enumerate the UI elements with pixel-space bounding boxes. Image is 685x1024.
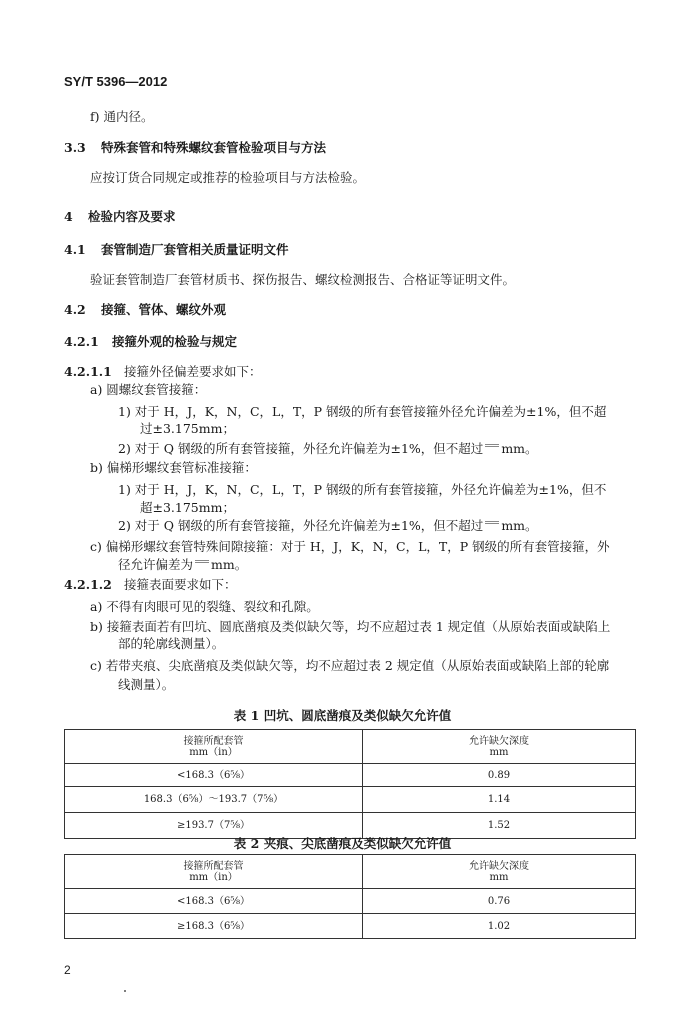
table1-cell-size: ≥193.7（7⅝）: [65, 813, 363, 839]
surface-item-a: a) 不得有肉眼可见的裂缝、裂纹和孔隙。: [90, 599, 319, 614]
item-b2-unit: mm。: [501, 518, 538, 533]
item-a2-unit: mm。: [501, 441, 538, 456]
surface-item-b-line2: 部的轮廓线测量）。: [118, 636, 225, 651]
table2-cell-depth: 1.02: [363, 914, 636, 939]
item-a2: [118, 441, 538, 457]
scan-speck: [124, 990, 126, 992]
section-3-3-body: 应按订货合同规定或推荐的检验项目与方法检验。: [90, 170, 366, 185]
section-4-2-1-2-text: 接箍表面要求如下：: [124, 577, 237, 592]
fraction-illegible: [485, 521, 499, 533]
table2-col-size-label: 接箍所配套管: [183, 860, 244, 872]
section-4-2-1-1-number: 4.2.1.1: [64, 364, 112, 379]
table1-col-size-unit: mm（in）: [189, 746, 238, 758]
table1-cell-depth: 0.89: [363, 764, 636, 787]
table1-col-size-label: 接箍所配套管: [183, 735, 244, 747]
table2: [64, 854, 636, 939]
section-4-1-title: 套管制造厂套管相关质量证明文件: [101, 242, 289, 257]
table1-col-size-header: [65, 730, 363, 764]
table1: [64, 729, 636, 839]
item-a1-line1: 1) 对于 H，J，K，N，C，L，T，P 钢级的所有套管接箍外径允许偏差为±1%，但不超: [118, 404, 607, 419]
item-b2: [118, 518, 538, 534]
section-4-2-1-1-text: 接箍外径偏差要求如下：: [124, 364, 262, 379]
section-4-1-body: 验证套管制造厂套管材质书、探伤报告、螺纹检测报告、合格证等证明文件。: [90, 272, 516, 287]
table1-caption: 表 1 凹坑、圆底凿痕及类似缺欠允许值: [233, 708, 452, 723]
section-4-2-number: 4.2: [64, 302, 86, 317]
item-a1-line2: 过±3.175mm；: [140, 421, 235, 436]
table-row: [65, 764, 636, 787]
table2-col-depth-unit: mm: [489, 871, 509, 883]
table1-cell-depth: 1.52: [363, 813, 636, 839]
item-c-line2: [118, 557, 247, 573]
section-4-2-title: 接箍、管体、螺纹外观: [101, 302, 227, 317]
table2-cell-size: <168.3（6⅝）: [65, 889, 363, 914]
section-4-2-1-2-number: 4.2.1.2: [64, 577, 112, 592]
fraction-illegible: [485, 444, 499, 456]
table2-col-size-header: [65, 855, 363, 889]
table-row: [65, 889, 636, 914]
section-4-2-1-number: 4.2.1: [64, 334, 99, 349]
page-number: 2: [64, 963, 71, 977]
table2-col-depth-label: 允许缺欠深度: [469, 860, 529, 872]
table1-cell-size: <168.3（6⅝）: [65, 764, 363, 787]
table1-col-depth-header: [363, 730, 636, 764]
item-c-text: 径允许偏差为: [118, 557, 194, 572]
table1-header-row: [65, 730, 636, 764]
item-a2-text: 2) 对于 Q 钢级的所有套管接箍，外径允许偏差为±1%，但不超过: [118, 441, 484, 456]
table2-cell-size: ≥168.3（6⅝）: [65, 914, 363, 939]
section-4-1-number: 4.1: [64, 242, 86, 257]
table1-col-depth-label: 允许缺欠深度: [469, 735, 529, 747]
section-4-2-1-title: 接箍外观的检验与规定: [112, 334, 238, 349]
fraction-illegible: [195, 560, 209, 572]
table2-col-size-unit: mm（in）: [189, 871, 238, 883]
item-b: b) 偏梯形螺纹套管标准接箍：: [90, 460, 257, 475]
surface-item-c-line2: 线测量）。: [118, 677, 175, 692]
table2-cell-depth: 0.76: [363, 889, 636, 914]
section-4-title: 检验内容及要求: [88, 209, 176, 224]
surface-item-b-line1: b) 接箍表面若有凹坑、圆底凿痕及类似缺欠等，均不应超过表 1 规定值（从原始表面或缺陷上: [90, 619, 611, 634]
item-b2-text: 2) 对于 Q 钢级的所有套管接箍，外径允许偏差为±1%，但不超过: [118, 518, 484, 533]
section-3-3-title: 特殊套管和特殊螺纹套管检验项目与方法: [101, 140, 327, 155]
table-row: [65, 787, 636, 813]
table-row: [65, 813, 636, 839]
standard-code-header: SY/T 5396—2012: [64, 74, 168, 89]
table1-col-depth-unit: mm: [489, 746, 509, 758]
item-c-line1: c) 偏梯形螺纹套管特殊间隙接箍：对于 H，J，K，N，C，L，T，P 钢级的所有套管接箍，外: [90, 539, 610, 554]
section-3-3-number: 3.3: [64, 140, 86, 155]
table1-cell-size: 168.3（6⅝）～193.7（7⅝）: [65, 787, 363, 813]
surface-item-c-line1: c) 若带夹痕、尖底凿痕及类似缺欠等，均不应超过表 2 规定值（从原始表面或缺陷上部的轮廓: [90, 658, 610, 673]
section-4-number: 4: [64, 209, 73, 224]
table1-cell-depth: 1.14: [363, 787, 636, 813]
table2-col-depth-header: [363, 855, 636, 889]
item-a: a) 圆螺纹套管接箍：: [90, 382, 207, 397]
item-b1-line1: 1) 对于 H，J，K，N，C，L，T，P 钢级的所有套管接箍，外径允许偏差为±1%，但不: [118, 482, 607, 497]
table2-caption: 表 2 夹痕、尖底凿痕及类似缺欠允许值: [233, 836, 452, 851]
item-f: f) 通内径。: [90, 109, 154, 124]
item-b1-line2: 超±3.175mm；: [140, 500, 235, 515]
table-row: [65, 914, 636, 939]
item-c-unit: mm。: [211, 557, 248, 572]
table2-header-row: [65, 855, 636, 889]
